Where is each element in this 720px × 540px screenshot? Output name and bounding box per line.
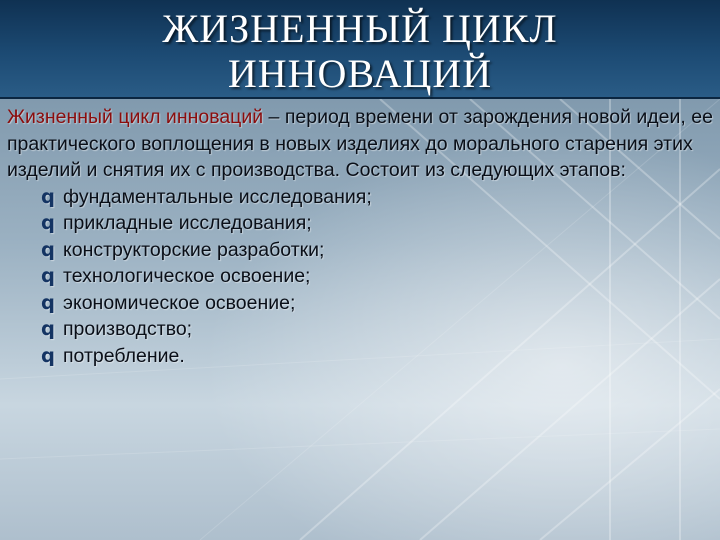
list-item xyxy=(7,184,717,211)
decorative-footer-strip xyxy=(0,526,720,540)
definition-text: – период времени от зарождения новой идеи, ее практического воплощения в новых изделиях до морального старения этих изделий и снятия их с производства. Состоит из следующих этапов: xyxy=(7,106,713,181)
title-bar xyxy=(0,0,720,99)
square-bullet-icon: q xyxy=(41,317,55,340)
stage-label: производство; xyxy=(63,318,193,340)
square-bullet-icon: q xyxy=(41,290,55,314)
list-item xyxy=(7,343,717,370)
square-bullet-icon: q xyxy=(41,211,55,234)
stage-label: прикладные исследования; xyxy=(63,212,312,234)
slide-title-line-2: ИННОВАЦИЙ xyxy=(227,51,493,96)
list-item xyxy=(7,263,717,290)
stage-label: конструкторские разработки; xyxy=(63,238,325,261)
slide-body xyxy=(7,104,717,369)
stage-label: технологическое освоение; xyxy=(63,265,311,287)
slide-title-line-1: ЖИЗНЕННЫЙ ЦИКЛ xyxy=(162,6,558,51)
stage-label: фундаментальные исследования; xyxy=(63,185,372,208)
stage-label: потребление. xyxy=(63,344,185,367)
square-bullet-icon: q xyxy=(41,237,55,261)
stage-label: экономическое освоение; xyxy=(63,291,296,314)
defined-term: Жизненный цикл инноваций xyxy=(7,106,264,128)
square-bullet-icon: q xyxy=(41,184,55,208)
list-item xyxy=(7,290,717,317)
slide-title xyxy=(0,6,720,96)
stages-list xyxy=(7,184,717,370)
square-bullet-icon: q xyxy=(41,264,55,287)
list-item xyxy=(7,237,717,264)
square-bullet-icon: q xyxy=(41,343,55,367)
list-item xyxy=(7,210,717,237)
intro-paragraph xyxy=(7,104,717,184)
list-item xyxy=(7,316,717,343)
